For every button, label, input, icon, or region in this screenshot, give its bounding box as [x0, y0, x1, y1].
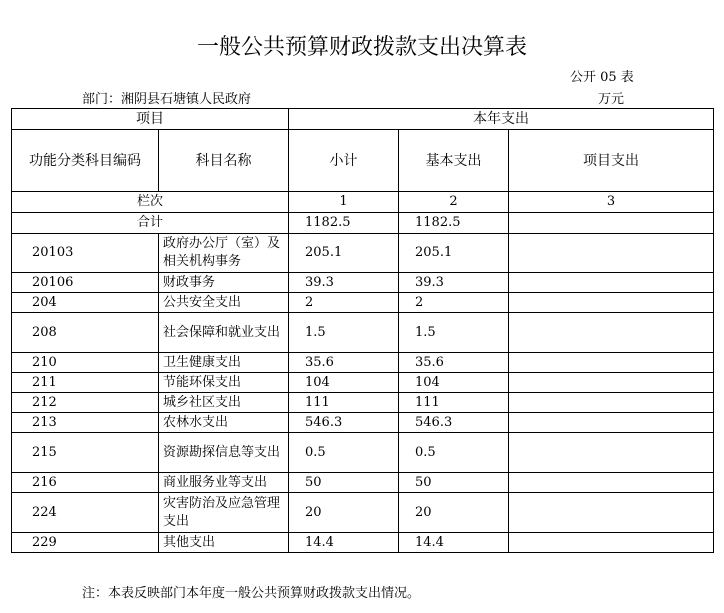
department-label: 部门：湘阴县石塘镇人民政府: [82, 92, 252, 107]
row-code: 229: [12, 533, 159, 553]
table-row: [12, 533, 714, 553]
row-project: [509, 353, 714, 373]
row-basic: 104: [399, 373, 509, 393]
row-basic: 20: [399, 493, 509, 533]
header-item: 项目: [12, 109, 289, 130]
row-project: [509, 234, 714, 273]
row-name: 其他支出: [159, 533, 289, 553]
row-project: [509, 393, 714, 413]
row-basic: 14.4: [399, 533, 509, 553]
row-code: 213: [12, 413, 159, 433]
row-name: 节能环保支出: [159, 373, 289, 393]
total-subtotal: 1182.5: [289, 213, 399, 234]
row-project: [509, 273, 714, 293]
row-name: 商业服务业等支出: [159, 473, 289, 493]
row-project: [509, 373, 714, 393]
row-code: 20103: [12, 234, 159, 273]
row-basic: 546.3: [399, 413, 509, 433]
column-index-1: 1: [289, 192, 399, 213]
row-code: 211: [12, 373, 159, 393]
table-row: [12, 313, 714, 353]
row-subtotal: 205.1: [289, 234, 399, 273]
row-project: [509, 493, 714, 533]
row-subtotal: 2: [289, 293, 399, 313]
column-index-3: 3: [509, 192, 714, 213]
row-subtotal: 20: [289, 493, 399, 533]
table-row: [12, 234, 714, 273]
total-row: [12, 213, 714, 234]
table-row: [12, 493, 714, 533]
row-name: 政府办公厅（室）及相关机构事务: [159, 234, 289, 273]
row-code: 212: [12, 393, 159, 413]
table-row: [12, 293, 714, 313]
row-name: 资源勘探信息等支出: [159, 433, 289, 473]
column-index-row: [12, 192, 714, 213]
row-basic: 1.5: [399, 313, 509, 353]
form-code: 公开 05 表: [570, 70, 634, 85]
row-subtotal: 111: [289, 393, 399, 413]
table-row: [12, 273, 714, 293]
row-subtotal: 0.5: [289, 433, 399, 473]
row-name: 公共安全支出: [159, 293, 289, 313]
row-subtotal: 546.3: [289, 413, 399, 433]
row-project: [509, 293, 714, 313]
header-row-sub: [12, 130, 714, 192]
row-name: 社会保障和就业支出: [159, 313, 289, 353]
row-name: 农林水支出: [159, 413, 289, 433]
column-index-2: 2: [399, 192, 509, 213]
row-basic: 111: [399, 393, 509, 413]
row-code: 210: [12, 353, 159, 373]
total-basic: 1182.5: [399, 213, 509, 234]
header-name: 科目名称: [159, 130, 289, 192]
header-current-year: 本年支出: [289, 109, 714, 130]
row-project: [509, 413, 714, 433]
row-basic: 35.6: [399, 353, 509, 373]
row-subtotal: 14.4: [289, 533, 399, 553]
expenditure-table: [11, 108, 714, 553]
row-subtotal: 39.3: [289, 273, 399, 293]
row-name: 灾害防治及应急管理支出: [159, 493, 289, 533]
row-name: 城乡社区支出: [159, 393, 289, 413]
header-row-top: [12, 109, 714, 130]
unit-label: 万元: [598, 92, 625, 107]
row-code: 216: [12, 473, 159, 493]
row-code: 224: [12, 493, 159, 533]
row-project: [509, 313, 714, 353]
row-subtotal: 104: [289, 373, 399, 393]
header-subtotal: 小计: [289, 130, 399, 192]
header-basic: 基本支出: [399, 130, 509, 192]
total-project: [509, 213, 714, 234]
row-code: 215: [12, 433, 159, 473]
row-basic: 0.5: [399, 433, 509, 473]
row-basic: 2: [399, 293, 509, 313]
table-row: [12, 373, 714, 393]
header-code: 功能分类科目编码: [12, 130, 159, 192]
column-index-label: 栏次: [12, 192, 289, 213]
table-row: [12, 393, 714, 413]
footnote: 注：本表反映部门本年度一般公共预算财政拨款支出情况。: [82, 586, 421, 601]
row-name: 卫生健康支出: [159, 353, 289, 373]
table-row: [12, 413, 714, 433]
table-row: [12, 353, 714, 373]
row-basic: 39.3: [399, 273, 509, 293]
row-basic: 205.1: [399, 234, 509, 273]
table-row: [12, 433, 714, 473]
header-project: 项目支出: [509, 130, 714, 192]
row-basic: 50: [399, 473, 509, 493]
row-code: 208: [12, 313, 159, 353]
row-subtotal: 1.5: [289, 313, 399, 353]
total-label: 合计: [12, 213, 289, 234]
table-row: [12, 473, 714, 493]
row-subtotal: 35.6: [289, 353, 399, 373]
row-code: 204: [12, 293, 159, 313]
page-title: 一般公共预算财政拨款支出决算表: [196, 35, 527, 60]
row-project: [509, 473, 714, 493]
row-project: [509, 433, 714, 473]
row-name: 财政事务: [159, 273, 289, 293]
row-subtotal: 50: [289, 473, 399, 493]
row-code: 20106: [12, 273, 159, 293]
row-project: [509, 533, 714, 553]
